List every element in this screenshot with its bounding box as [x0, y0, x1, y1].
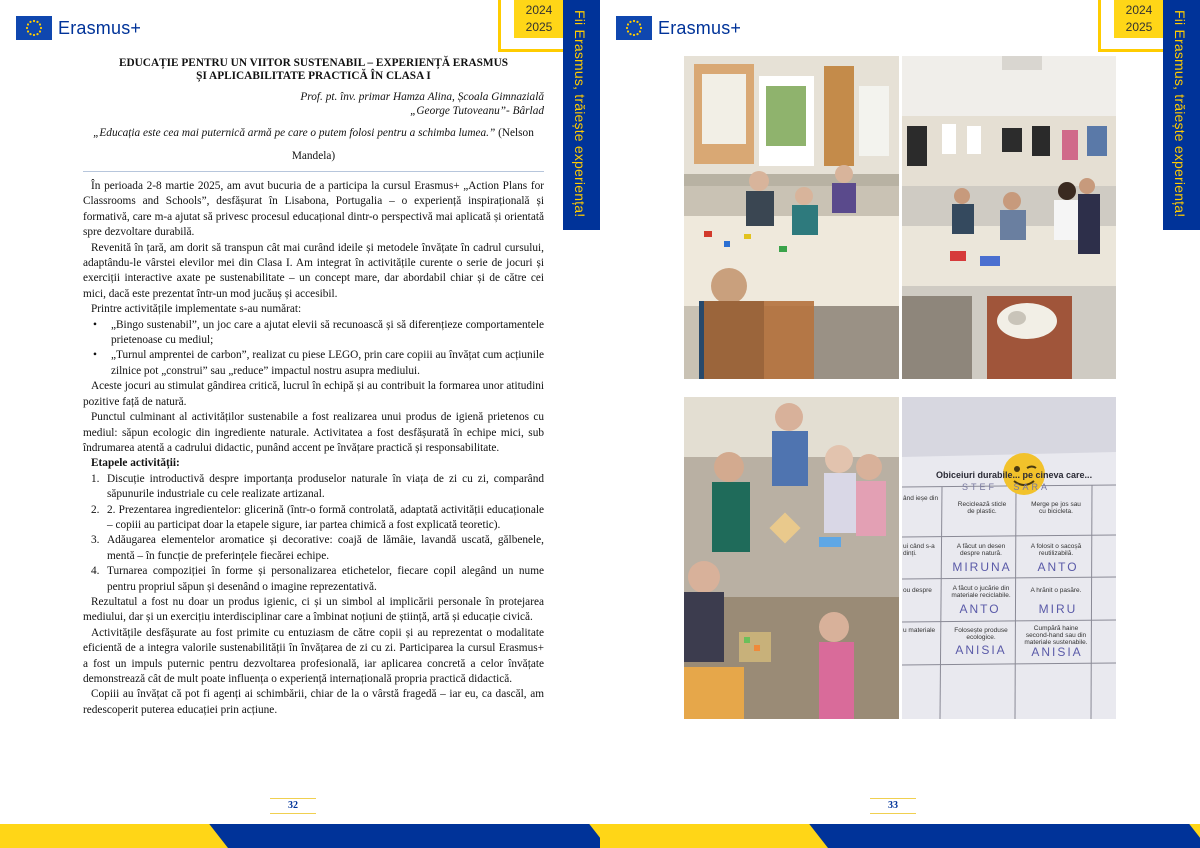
worksheet-cell: Reciclează sticle de plastic.	[957, 501, 1007, 515]
paragraph-7: Activitățile desfășurate au fost primite cu entuziasm de către copii și au reprezentat o modalitate eficientă de a integra valorile sustenabilității în învățarea de zi cu zi. Participarea la cursul Erasmus+ a fost un impuls puternic pentru dezvoltarea profesională, iar aplicarea concretă a celor învățate demonstrează cât de mult poate influența o experiență internațională propria practică didactică.	[83, 626, 544, 685]
worksheet-edge-cell: ui când s-a dinți.	[903, 543, 935, 557]
step-number: 1.	[91, 472, 100, 485]
step-text: Adăugarea elementelor aromatice și decorative: coajă de lămâie, lavandă uscată, gălbenele, mentă – în funcție de preferințele fiecărei echipe.	[107, 534, 544, 562]
worksheet-edge-cell: ând ieșe din	[903, 495, 939, 502]
author	[83, 90, 544, 118]
tagline: Fii Erasmus, trăiește experiența!	[1172, 10, 1188, 218]
paragraph-4: Aceste jocuri au stimulat gândirea critică, lucrul în echipă și au contribuit la formarea unor atitudini pozitive față de natură.	[83, 380, 544, 408]
article-title	[83, 57, 544, 83]
tagline-band	[1163, 0, 1200, 230]
erasmus-logo	[616, 16, 741, 40]
step-number: 3.	[91, 534, 100, 547]
step-text: Turnarea compoziției în forme și personalizarea etichetelor, fiecare copil alegând un nume pentru propriul săpun și desenând o imagine reprezentativă.	[107, 565, 544, 593]
worksheet-edge-cell: ou despre	[903, 587, 932, 594]
year-top: 2024	[1125, 3, 1153, 17]
worksheet-title: Obiceiuri durabile... pe cineva care...	[936, 470, 1093, 480]
eu-flag-icon	[616, 16, 652, 40]
right-page	[600, 0, 1200, 848]
activity-list	[83, 318, 544, 380]
title-line-1: EDUCAȚIE PENTRU UN VIITOR SUSTENABIL – EXPERIENȚĂ ERASMUS	[118, 57, 509, 69]
page-number: 32	[270, 798, 316, 814]
worksheet-name: ANTO	[959, 602, 1001, 616]
worksheet-cell: Folosește produse ecologice.	[954, 627, 1008, 641]
author-line-2: „George Tutoveanu”- Bârlad	[410, 105, 544, 117]
worksheet-cell: Cumpără haine second-hand sau din materiale sustenabile.	[1024, 625, 1088, 646]
list-item	[91, 564, 544, 595]
photo-kids-soap	[684, 397, 899, 719]
worksheet-edge-cell: u materiale	[903, 627, 936, 634]
paragraph-1: În perioada 2-8 martie 2025, am avut bucuria de a participa la cursul Erasmus+ „Action Plans for Classrooms and Schools”, desfășurat în Lisabona, Portugalia – o experiență inspirațională și formativă, care m-a ajutat să privesc procesul educațional dintr-o perspectivă mai aplicată și orientată spre dezvoltare durabilă.	[83, 180, 544, 239]
paragraph-5: Punctul culminant al activităților sustenabile a fost realizarea unui produs de igienă prietenos cu mediul: săpun ecologic din ingrediente naturale. Activitatea a fost desfășurată în echipe mici, sub îndrumarea atentă a cadrului didactic, punând accent pe învățare practică și responsabilitate.	[83, 411, 544, 454]
steps-heading: Etapele activității:	[91, 457, 180, 470]
year-badge	[514, 0, 564, 38]
tagline-band	[563, 0, 600, 230]
worksheet-name: MIRU	[1038, 602, 1078, 616]
list-item: • „Bingo sustenabil”, un joc care a ajutat elevii să recunoască și să diferențieze comportamentele prietenoase cu mediul;	[111, 318, 544, 349]
paragraph-8: Copiii au învățat că pot fi agenți ai schimbării, chiar de la o vârstă fragedă – iar eu, ca dascăl, am redescoperit puterea educației prin acțiune.	[83, 688, 544, 716]
paragraph-3: Printre activitățile implementate s-au numărat:	[91, 303, 302, 316]
worksheet-scribble: STEF SARA	[962, 482, 1051, 492]
logo-text: Erasmus+	[58, 17, 142, 38]
step-text: Discuție introductivă despre importanța produselor naturale în viața de zi cu zi, comparând săpunurile industriale cu cele realizate artizanal.	[107, 472, 544, 501]
year-badge	[1114, 0, 1164, 38]
worksheet-name: ANISIA	[1031, 645, 1083, 659]
worksheet-cell: A făcut un desen despre natură.	[956, 543, 1006, 557]
list-item	[91, 472, 544, 503]
author-line-1: Prof. pt. înv. primar Hamza Alina, Școala Gimnazială	[300, 91, 544, 103]
photo-classroom-lego	[684, 56, 899, 379]
divider	[83, 171, 544, 172]
worksheet-cell: A făcut o jucărie din materiale reciclabile.	[951, 585, 1011, 599]
photo-classroom-tables	[902, 56, 1116, 379]
worksheet-name: ANTO	[1037, 560, 1079, 574]
steps-list	[83, 472, 544, 595]
title-line-2: ȘI APLICABILITATE PRACTICĂ ÎN CLASA I	[196, 70, 431, 82]
year-bottom: 2025	[1125, 20, 1153, 34]
quote-source: (Nelson Mandela)	[291, 127, 534, 162]
photo-bingo-worksheet	[902, 397, 1116, 719]
logo-text: Erasmus+	[658, 17, 742, 38]
list-item: • „Turnul amprentei de carbon”, realizat cu piese LEGO, prin care copiii au învățat cum acțiunile zilnice pot „construi” sau „reduce” impactul nostru asupra mediului.	[111, 348, 544, 379]
footer-blue-band	[809, 824, 1200, 848]
footer-blue-band	[209, 824, 600, 848]
paragraph-6: Rezultatul a fost nu doar un produs igienic, ci și un simbol al implicării personale în protejarea mediului, dar și un exercițiu interdisciplinar care a îmbinat noțiuni de știință, artă și educație civică.	[83, 595, 544, 624]
worksheet-name: ANISIA	[955, 643, 1007, 657]
worksheet-name: MIRUNA	[952, 560, 1012, 574]
quote-text: „Educația este cea mai puternică armă pe care o putem folosi pentru a schimba lumea.”	[93, 127, 496, 139]
tagline: Fii Erasmus, trăiește experiența!	[572, 10, 588, 218]
paragraph-2: Revenită în țară, am dorit să transpun cât mai curând ideile și metodele învățate în cadrul cursului, adaptându-le vârstei elevilor mei din Clasa I. Am integrat în activitățile curente o serie de jocuri și exerciții interactive axate pe sustenabilitate – un concept mare, dar abordabil chiar și de către cei mici, dacă este prezentat într-un mod jucăuș și accesibil.	[83, 241, 544, 300]
list-item	[91, 533, 544, 564]
step-text: 2. Prezentarea ingredientelor: glicerină (într-o formă controlată, adaptată activității educaționale – copiii au participat doar la etapele sigure, iar partea chimică a fost explicată teoretic).	[107, 503, 544, 531]
year-top: 2024	[525, 3, 553, 17]
article	[83, 57, 544, 718]
year-bottom: 2025	[525, 20, 553, 34]
worksheet-cell: Merge pe jos sau cu bicicleta.	[1031, 501, 1081, 515]
worksheet-cell: A hrănit o pasăre.	[1030, 587, 1082, 594]
eu-flag-icon	[16, 16, 52, 40]
step-number: 2.	[91, 503, 100, 516]
list-item	[91, 503, 544, 534]
erasmus-logo	[16, 16, 141, 40]
page-number: 33	[870, 798, 916, 814]
worksheet-cell: A folosit o sacoșă reutilizabilă.	[1030, 543, 1082, 557]
quote	[83, 122, 544, 168]
step-number: 4.	[91, 565, 100, 578]
